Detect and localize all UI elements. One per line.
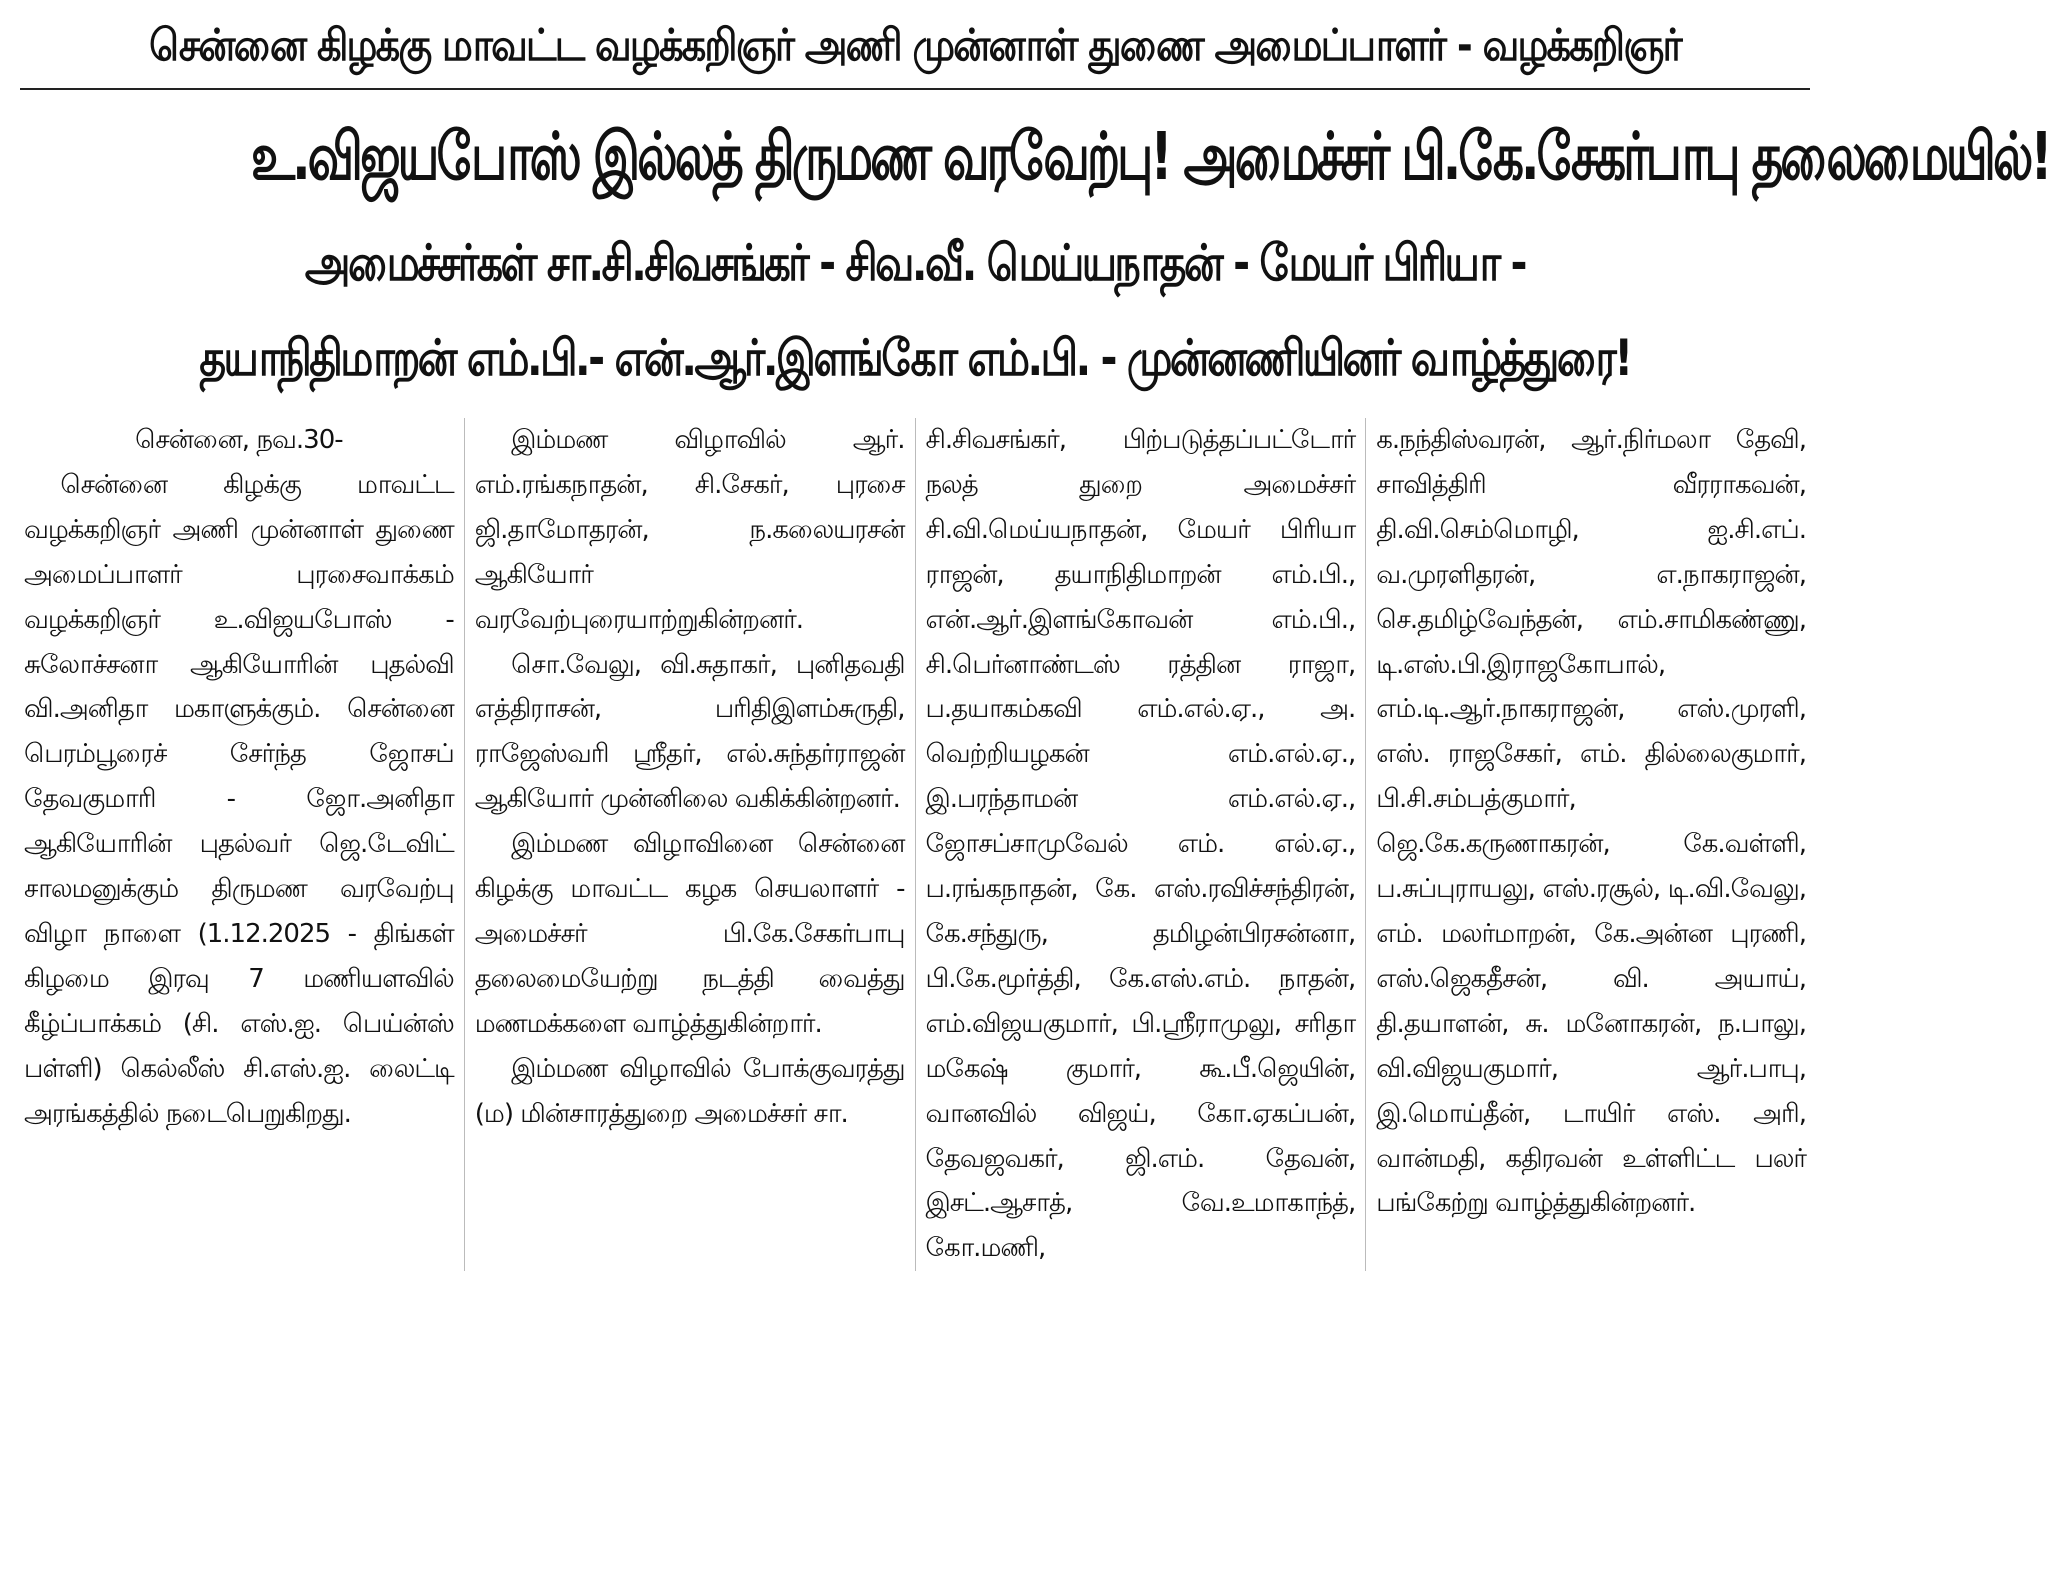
paragraph-leadership: இம்மண விழாவினை சென்னை கிழக்கு மாவட்ட கழக செயலாளர் - அமைச்சர் பி.கே.சேகர்பாபு தலைமையேற்று நடத்தி வைத்து மணமக்களை வாழ்த்துகின்றார். xyxy=(474,829,905,1039)
dateline: சென்னை, நவ.30- xyxy=(135,425,343,455)
header-divider xyxy=(20,88,1810,90)
subhead-line-2: தயாநிதிமாறன் எம்.பி.- என்.ஆர்.இளங்கோ எம்.பி. - முன்னணியினர் வாழ்த்துரை! xyxy=(199,329,1631,387)
paragraph-welcome: இம்மண விழாவில் ஆர். எம்.ரங்கநாதன், சி.சேகர், புரசை ஜி.தாமோதரன், ந.கலையரசன் ஆகியோர் வரவேற்புரையாற்றுகின்றனர். xyxy=(474,425,905,635)
paragraph-attendees-2: க.நந்திஸ்வரன், ஆர்.நிர்மலா தேவி, சாவித்திரி வீரராகவன், தி.வி.செம்மொழி, ஐ.சி.எப். வ.முரளிதரன், எ.நாகராஜன், செ.தமிழ்வேந்தன், எம்.சாமிகண்ணு, டி.எஸ்.பி.இராஜகோபால், எம்.டி.ஆர்.நாகராஜன், எஸ்.முரளி, எஸ். ராஜசேகர், எம். தில்லைகுமார், பி.சி.சம்பத்குமார், ஜெ.கே.கருணாகரன், கே.வள்ளி, ப.சுப்புராயலு, எஸ்.ரசூல், டி.வி.வேலு, எம். மலர்மாறன், கே.அன்ன புரணி, எஸ்.ஜெகதீசன், வி. அயாய், தி.தயாளன், சு. மனோகரன், ந.பாலு, வி.விஜயகுமார், ஆர்.பாபு, இ.மொய்தீன், டாயிர் எஸ். அரி, வான்மதி, கதிரவன் உள்ளிட்ட பலர் பங்கேற்று வாழ்த்துகின்றனர். xyxy=(1376,425,1806,1219)
subhead-line-1: அமைச்சர்கள் சா.சி.சிவசங்கர் - சிவ.வீ. மெய்யநாதன் - மேயர் பிரியா - xyxy=(304,234,1526,292)
paragraph-presiding: சொ.வேலு, வி.சுதாகர், புனிதவதி எத்திராசன், பரிதிஇளம்சுருதி, ராஜேஸ்வரி ஸ்ரீதர், எல்.சுந்தர்ராஜன் ஆகியோர் முன்னிலை வகிக்கின்றனர். xyxy=(474,649,905,815)
article-column-3 xyxy=(915,418,1366,1271)
article-column-1 xyxy=(14,418,464,1271)
article-columns xyxy=(14,418,1816,1271)
paragraph-attendees-1: சி.சிவசங்கர், பிற்படுத்தப்பட்டோர் நலத் துறை அமைச்சர் சி.வி.மெய்யநாதன், மேயர் பிரியா ராஜன், தயாநிதிமாறன் எம்.பி., என்.ஆர்.இளங்கோவன் எம்.பி., சி.பெர்னாண்டஸ் ரத்தின ராஜா, ப.தயாகம்கவி எம்.எல்.ஏ., அ. வெற்றியழகன் எம்.எல்.ஏ., இ.பரந்தாமன் எம்.எல்.ஏ., ஜோசப்சாமுவேல் எம். எல்.ஏ., ப.ரங்கநாதன், கே. எஸ்.ரவிச்சந்திரன், கே.சந்துரு, தமிழன்பிரசன்னா, பி.கே.மூர்த்தி, கே.எஸ்.எம். நாதன், எம்.விஜயகுமார், பி.ஸ்ரீராமுலு, சரிதா மகேஷ் குமார், கூ.பீ.ஜெயின், வானவில் விஜய், கோ.ஏகப்பன், தேவஜவகர், ஜி.எம். தேவன், இசட்.ஆசாத், வே.உமாகாந்த், கோ.மணி, xyxy=(925,425,1356,1264)
paragraph-event-details: சென்னை கிழக்கு மாவட்ட வழக்கறிஞர் அணி முன்னாள் துணை அமைப்பாளர் புரசைவாக்கம் வழக்கறிஞர் உ.விஜயபோஸ் - சுலோச்சனா ஆகியோரின் புதல்வி வி.அனிதா மகாளுக்கும். சென்னை பெரம்பூரைச் சேர்ந்த ஜோசப் தேவகுமாரி - ஜோ.அனிதா ஆகியோரின் புதல்வர் ஜெ.டேவிட் சாலமனுக்கும் திருமண வரவேற்பு விழா நாளை (1.12.2025 - திங்கள் கிழமை இரவு 7 மணியளவில் கீழ்ப்பாக்கம் (சி. எஸ்.ஐ. பெய்ன்ஸ் பள்ளி) கெல்லீஸ் சி.எஸ்.ஐ. லைட்டி அரங்கத்தில் நடைபெறுகிறது. xyxy=(24,469,454,1129)
paragraph-ministers-start: இம்மண விழாவில் போக்குவரத்து (ம) மின்சாரத்துறை அமைச்சர் சா. xyxy=(474,1053,905,1129)
kicker-line: சென்னை கிழக்கு மாவட்ட வழக்கறிஞர் அணி முன்னாள் துணை அமைப்பாளர் - வழக்கறிஞர் xyxy=(149,20,1681,71)
article-column-2 xyxy=(464,418,915,1271)
article-column-4 xyxy=(1365,418,1816,1271)
headline: உ.விஜயபோஸ் இல்லத் திருமண வரவேற்பு! அமைச்சர் பி.கே.சேகர்பாபு தலைமையில்! xyxy=(250,118,2050,195)
